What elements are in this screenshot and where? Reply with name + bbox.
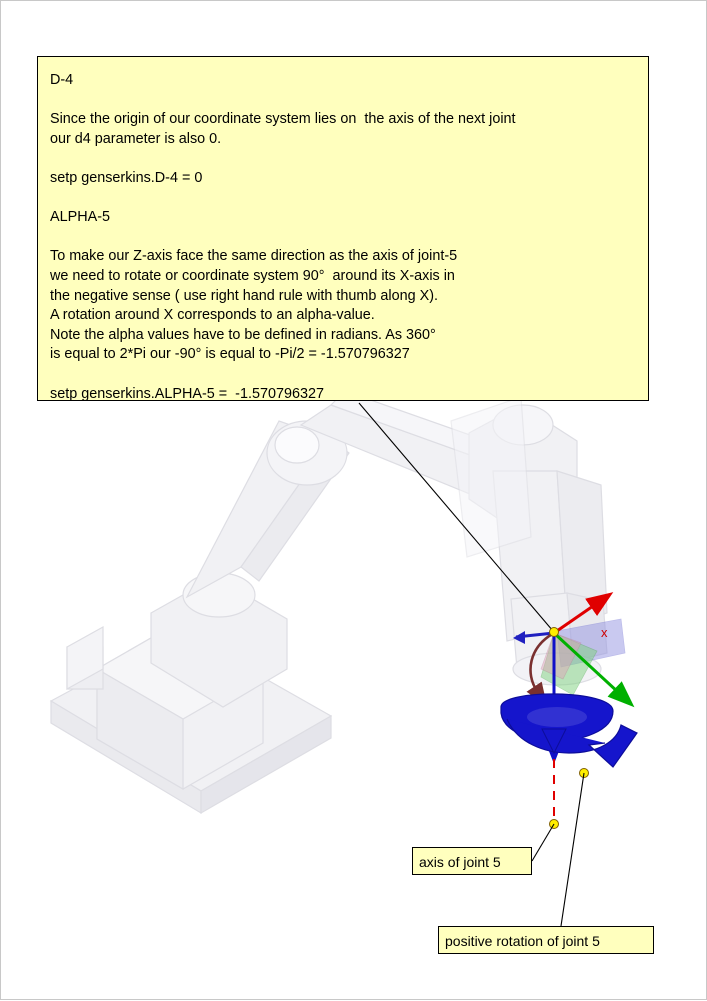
note-line-15 (50, 365, 636, 385)
note-line-10: we need to rotate or coordinate system 90° around its X-axis in (50, 267, 455, 284)
note-callout-box (37, 56, 649, 401)
note-line-16: setp genserkins.ALPHA-5 = -1.570796327 (50, 385, 324, 402)
label-axis-of-joint-5: axis of joint 5 (412, 847, 532, 875)
leader-line-rotation-label (561, 773, 584, 926)
note-line-12: A rotation around X corresponds to an alpha-value. (50, 307, 375, 324)
joint5-rotation-arrow (501, 694, 637, 767)
note-line-3: our d4 parameter is also 0. (50, 130, 222, 147)
note-line-0: D-4 (50, 72, 74, 88)
note-line-11: the negative sense ( use right hand rule with thumb along X). (50, 287, 438, 304)
frame-origin-dot (550, 628, 559, 637)
note-line-5: setp genserkins.D-4 = 0 (50, 169, 203, 186)
leader-line-axis-label (532, 824, 554, 861)
note-line-8 (50, 228, 636, 248)
robot-upper-column (451, 397, 531, 557)
note-line-9: To make our Z-axis face the same direction as the axis of joint-5 (50, 248, 458, 265)
note-line-6 (50, 189, 636, 209)
note-line-14: is equal to 2*Pi our -90° is equal to -Pi/2 = -1.570796327 (50, 346, 410, 363)
note-line-13: Note the alpha values have to be defined in radians. As 360° (50, 326, 436, 343)
robot-elbow-cap (275, 427, 319, 463)
label-positive-rotation-of-joint-5: positive rotation of joint 5 (438, 926, 654, 954)
robot-ghost-model (51, 391, 607, 813)
note-line-7: ALPHA-5 (50, 209, 110, 226)
axis-x-label: x (601, 625, 608, 640)
note-line-1 (50, 91, 636, 111)
note-line-4 (50, 149, 636, 169)
note-line-2: Since the origin of our coordinate system lies on the axis of the next joint (50, 111, 516, 128)
